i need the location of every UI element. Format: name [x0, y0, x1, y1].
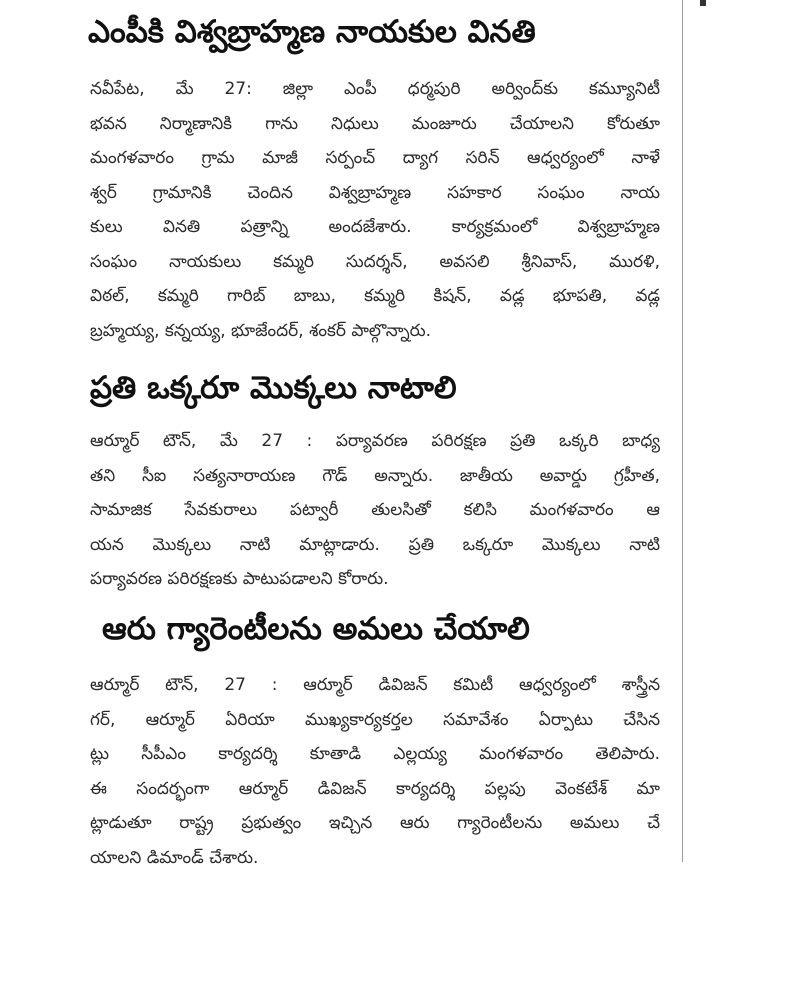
article-line: ట్లాడుతూ రాష్ట్ర ప్రభుత్వం ఇచ్చిన ఆరు గ్యారెంటీలను అమలు చే — [90, 813, 660, 833]
column-divider — [682, 0, 683, 862]
article-line: యన మొక్కలు నాటి మాట్లాడారు. ప్రతి ఒక్కరూ మొక్కలు నాటి — [90, 534, 660, 555]
article-line: తని సీఐ సత్యనారాయణ గౌడ్ అన్నారు. జాతీయ అవార్డు గ్రహీత, — [90, 465, 660, 486]
article-line: సంఘం నాయకులు కమ్మరి సుదర్శన్, అవసలి శ్రీనివాస్, మురళి, — [90, 251, 660, 272]
article-line: భవన నిర్మాణానికి గాను నిధులు మంజూరు చేయాలని కోరుతూ — [90, 113, 660, 134]
article-headline: ఆరు గ్యారెంటీలను అమలు చేయాలి — [102, 611, 530, 647]
article-line: శ్వర్ గ్రామానికి చెందిన విశ్వబ్రాహ్మణ సహకార సంఘం నాయ — [90, 182, 660, 203]
article-line: ఆర్మూర్ టౌన్, 27 : ఆర్మూర్ డివిజన్ కమిటీ ఆధ్వర్యంలో శాస్త్రీన — [90, 675, 660, 695]
article-line: ఈ సందర్భంగా ఆర్మూర్ డివిజన్ కార్యదర్శి పల్లపు వెంకటేశ్ మా — [90, 778, 660, 799]
article-line: పర్యావరణ పరిరక్షణకు పాటుపడాలని కోరారు. — [90, 569, 389, 589]
article-headline: ప్రతి ఒక్కరూ మొక్కలు నాటాలి — [90, 370, 457, 406]
article-line: యాలని డిమాండ్ చేశారు. — [90, 847, 259, 868]
article-line: ఆర్మూర్ టౌన్, మే 27 : పర్యావరణ పరిరక్షణ ప్రతి ఒక్కరి బాధ్య — [90, 431, 660, 451]
article-line: విఠల్, కమ్మరి గారిబ్ బాబు, కమ్మరి కిషన్, వడ్ల భూపతి, వడ్ల — [90, 286, 660, 306]
column-marker — [700, 0, 706, 6]
article-line: కులు వినతి పత్రాన్ని అందజేశారు. కార్యక్రమంలో విశ్వబ్రాహ్మణ — [90, 217, 660, 237]
article-line: బ్రహ్మయ్య, కన్నయ్య, భూజేందర్, శంకర్ పాల్గొన్నారు. — [90, 320, 432, 341]
article-line: నవీపేట, మే 27: జిల్లా ఎంపీ ధర్మపురి అర్వింద్‌కు కమ్యూనిటీ — [90, 79, 660, 99]
article-body — [90, 72, 660, 348]
article-body — [90, 668, 660, 875]
article-line: గర్, ఆర్మూర్ ఏరియా ముఖ్యకార్యకర్తల సమావేశం ఏర్పాటు చేసిన — [90, 709, 660, 730]
article-line: మంగళవారం గ్రామ మాజీ సర్పంచ్ ద్యాగ సరిన్ ఆధ్వర్యంలో నాళే — [90, 148, 660, 168]
article-line: సామాజిక సేవకురాలు పట్వారీ తులసితో కలిసి మంగళవారం ఆ — [90, 500, 660, 520]
article-headline: ఎంపీకి విశ్వబ్రాహ్మణ నాయకుల వినతి — [88, 14, 536, 50]
article-body — [90, 424, 660, 597]
article-line: ట్లు సీపీఎం కార్యదర్శి కూతాడి ఎల్లయ్య మంగళవారం తెలిపారు. — [90, 744, 660, 764]
